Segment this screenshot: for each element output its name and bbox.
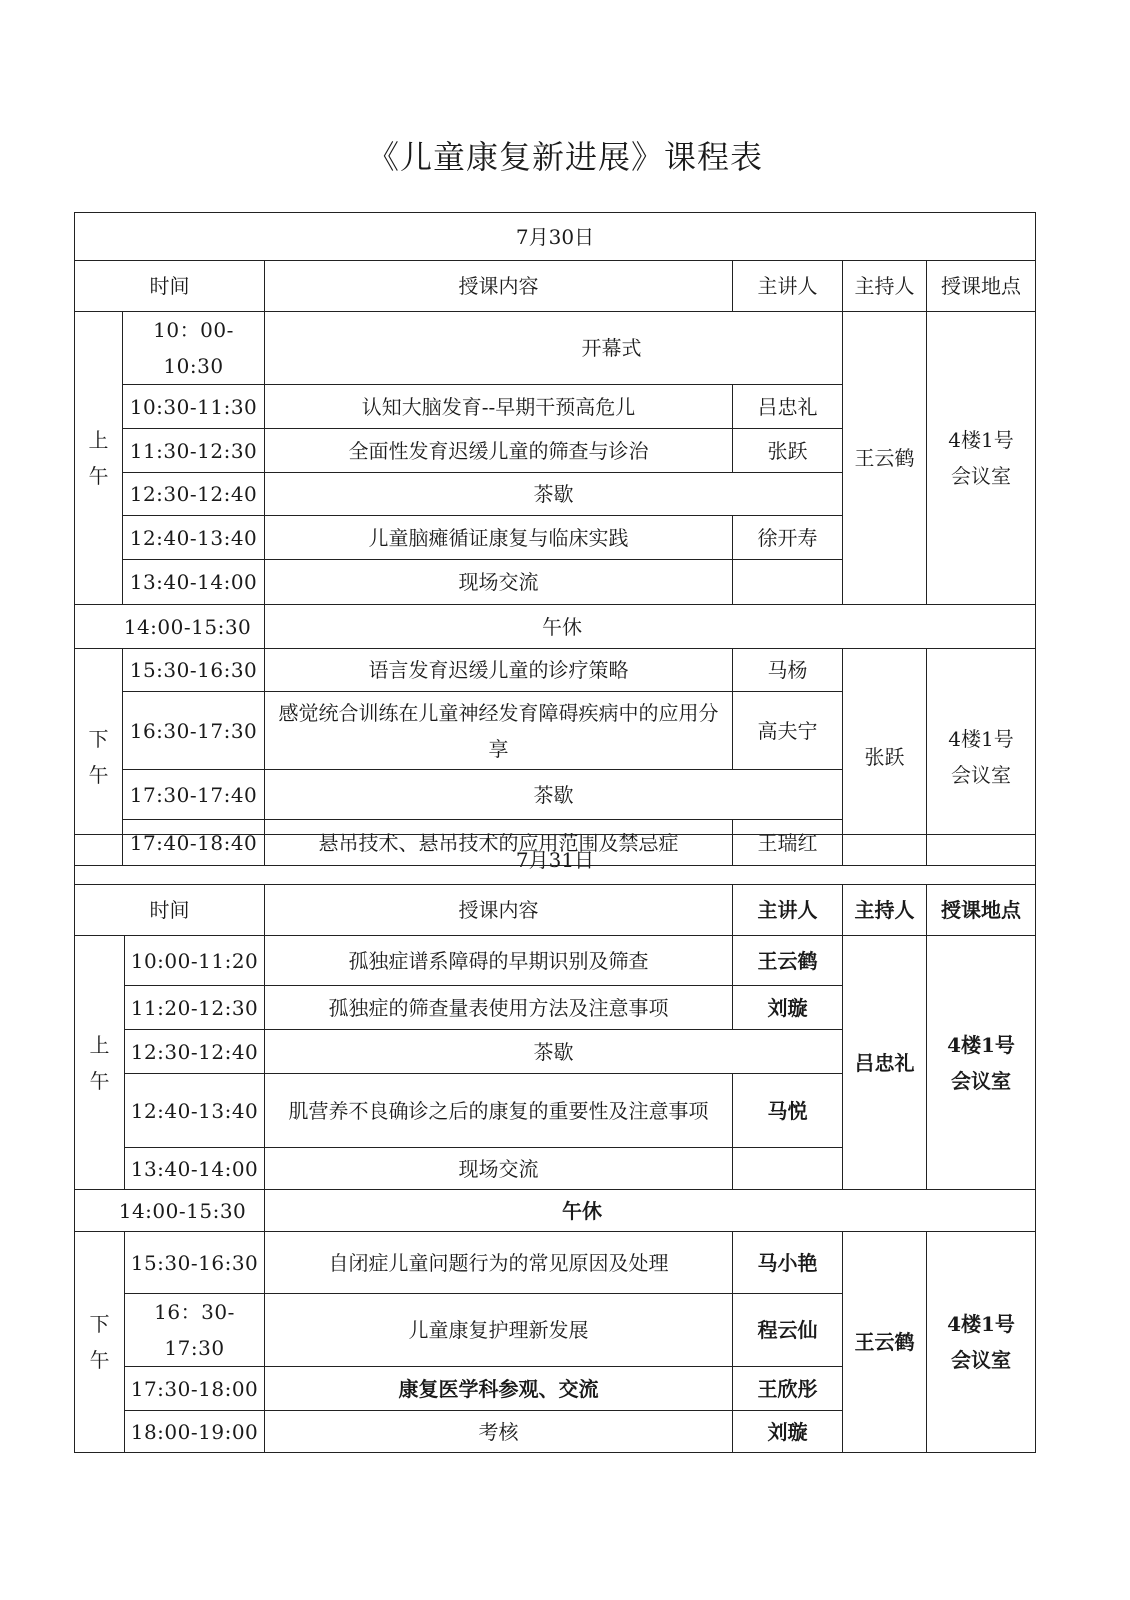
header-location: 授课地点 <box>927 885 1036 936</box>
time-cell: 17:30-18:00 <box>125 1367 265 1411</box>
content-cell: 孤独症谱系障碍的早期识别及筛查 <box>265 936 733 986</box>
time-cell: 18:00-19:00 <box>125 1411 265 1453</box>
content-cell: 茶歇 <box>265 473 843 516</box>
break-time: 14:00-15:30 <box>75 605 265 649</box>
location-line1: 4楼1号 <box>948 428 1014 452</box>
period-afternoon <box>75 649 123 866</box>
content-cell: 感觉统合训练在儿童神经发育障碍疾病中的应用分享 <box>265 692 733 770</box>
time-cell: 11:20-12:30 <box>125 986 265 1030</box>
header-time: 时间 <box>75 261 265 312</box>
date-row: 7月31日 <box>75 835 1036 885</box>
location-line2: 会议室 <box>951 763 1011 787</box>
period-label: 下午 <box>89 1312 110 1372</box>
content-cell: 现场交流 <box>265 560 733 605</box>
break-label: 午休 <box>265 605 1036 649</box>
speaker-cell: 王瑞红 <box>733 820 843 866</box>
time-cell: 17:30-17:40 <box>123 770 265 820</box>
content-cell: 儿童脑瘫循证康复与临床实践 <box>265 516 733 560</box>
host-cell: 王云鹤 <box>843 312 927 605</box>
speaker-cell <box>733 560 843 605</box>
content-cell: 现场交流 <box>265 1148 733 1190</box>
time-cell: 13:40-14:00 <box>123 560 265 605</box>
period-morning <box>75 936 125 1190</box>
time-cell: 13:40-14:00 <box>125 1148 265 1190</box>
content-cell: 肌营养不良确诊之后的康复的重要性及注意事项 <box>265 1074 733 1148</box>
speaker-cell: 刘璇 <box>733 986 843 1030</box>
location-cell <box>927 936 1036 1190</box>
speaker-cell: 王欣彤 <box>733 1367 843 1411</box>
content-cell: 全面性发育迟缓儿童的筛查与诊治 <box>265 429 733 473</box>
speaker-cell: 徐开寿 <box>733 516 843 560</box>
location-line1: 4楼1号 <box>947 1032 1015 1057</box>
content-cell: 认知大脑发育--早期干预高危儿 <box>265 385 733 429</box>
time-cell: 11:30-12:30 <box>123 429 265 473</box>
content-cell: 茶歇 <box>265 770 843 820</box>
content-cell: 考核 <box>265 1411 733 1453</box>
time-cell: 10:30-11:30 <box>123 385 265 429</box>
speaker-cell: 吕忠礼 <box>733 385 843 429</box>
time-cell: 12:40-13:40 <box>123 516 265 560</box>
header-content: 授课内容 <box>265 885 733 936</box>
time-cell: 16：30-17:30 <box>125 1294 265 1367</box>
host-cell: 张跃 <box>843 649 927 866</box>
location-cell <box>927 1232 1036 1453</box>
time-cell: 15:30-16:30 <box>125 1232 265 1294</box>
break-time: 14:00-15:30 <box>75 1190 265 1232</box>
speaker-cell: 刘璇 <box>733 1411 843 1453</box>
header-host: 主持人 <box>843 261 927 312</box>
schedule-table-jul30 <box>74 212 1036 866</box>
period-afternoon <box>75 1232 125 1453</box>
speaker-cell: 马悦 <box>733 1074 843 1148</box>
time-cell: 12:40-13:40 <box>125 1074 265 1148</box>
time-cell: 10:00-11:20 <box>125 936 265 986</box>
header-time: 时间 <box>75 885 265 936</box>
speaker-cell: 马杨 <box>733 649 843 692</box>
break-label: 午休 <box>265 1190 1036 1232</box>
header-speaker: 主讲人 <box>733 261 843 312</box>
location-line2: 会议室 <box>951 1068 1011 1093</box>
speaker-cell: 张跃 <box>733 429 843 473</box>
period-label: 上午 <box>89 1032 110 1093</box>
time-cell: 17:40-18:40 <box>123 820 265 866</box>
host-cell: 王云鹤 <box>843 1232 927 1453</box>
schedule-table-jul31 <box>74 834 1036 1453</box>
content-cell: 自闭症儿童问题行为的常见原因及处理 <box>265 1232 733 1294</box>
location-line1: 4楼1号 <box>947 1312 1015 1336</box>
content-cell: 悬吊技术、悬吊技术的应用范围及禁忌症 <box>265 820 733 866</box>
location-line2: 会议室 <box>951 1348 1011 1372</box>
header-location: 授课地点 <box>927 261 1036 312</box>
content-cell: 茶歇 <box>265 1030 843 1074</box>
location-line1: 4楼1号 <box>948 727 1014 751</box>
time-cell: 12:30-12:40 <box>125 1030 265 1074</box>
period-label: 上午 <box>88 428 109 488</box>
content-cell: 开幕式 <box>265 312 843 385</box>
time-cell: 15:30-16:30 <box>123 649 265 692</box>
period-morning <box>75 312 123 605</box>
content-cell: 康复医学科参观、交流 <box>265 1367 733 1411</box>
page-title: 《儿童康复新进展》课程表 <box>366 138 763 176</box>
speaker-cell: 高夫宁 <box>733 692 843 770</box>
speaker-cell: 程云仙 <box>733 1294 843 1367</box>
location-cell <box>927 649 1036 866</box>
content-cell: 儿童康复护理新发展 <box>265 1294 733 1367</box>
time-cell: 10：00-10:30 <box>123 312 265 385</box>
header-speaker: 主讲人 <box>733 885 843 936</box>
header-content: 授课内容 <box>265 261 733 312</box>
location-line2: 会议室 <box>951 464 1011 488</box>
speaker-cell: 马小艳 <box>733 1232 843 1294</box>
date-row: 7月30日 <box>75 213 1036 261</box>
speaker-cell <box>733 1148 843 1190</box>
time-cell: 16:30-17:30 <box>123 692 265 770</box>
time-cell: 12:30-12:40 <box>123 473 265 516</box>
period-label: 下午 <box>88 727 109 787</box>
host-cell: 吕忠礼 <box>843 936 927 1190</box>
content-cell: 语言发育迟缓儿童的诊疗策略 <box>265 649 733 692</box>
content-cell: 孤独症的筛查量表使用方法及注意事项 <box>265 986 733 1030</box>
header-host: 主持人 <box>843 885 927 936</box>
location-cell <box>927 312 1036 605</box>
speaker-cell: 王云鹤 <box>733 936 843 986</box>
